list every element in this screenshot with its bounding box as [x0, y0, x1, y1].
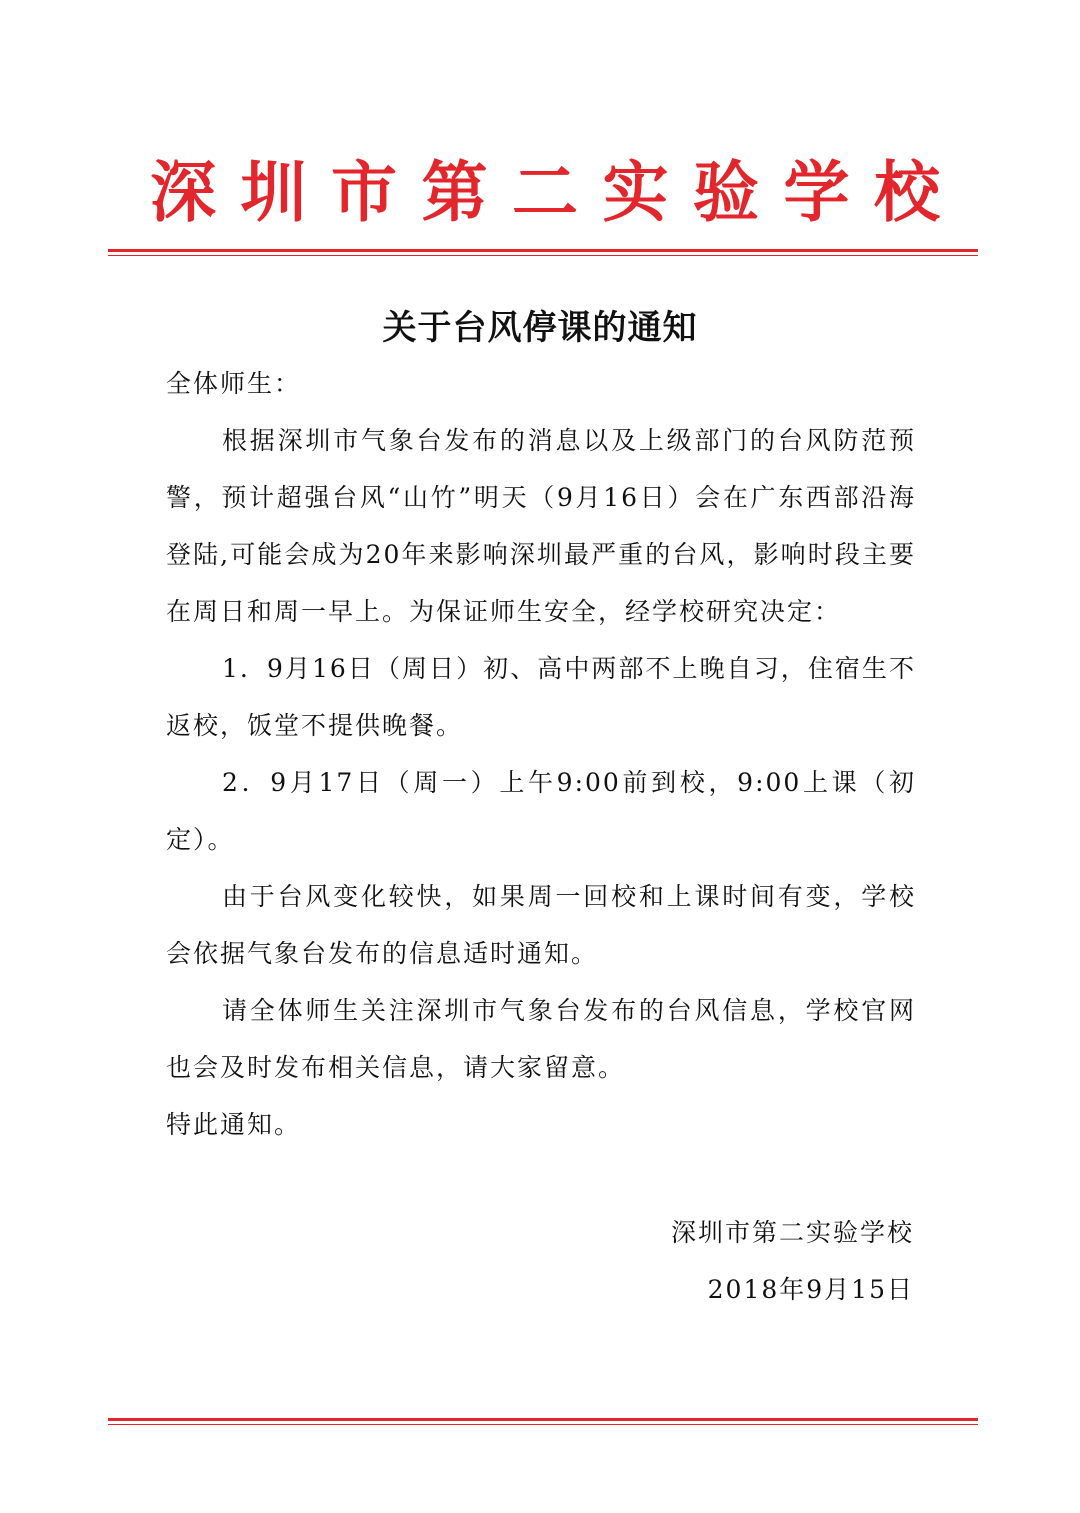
letterhead-divider-top [108, 249, 978, 252]
date: 2018年9月15日 [707, 1275, 914, 1304]
paragraph: 2．9月17日（周一）上午9:00前到校，9:00上课（初定）。 [166, 768, 916, 854]
letterhead-char: 市 [331, 153, 397, 231]
paragraph: 1．9月16日（周日）初、高中两部不上晚自习，住宿生不返校，饭堂不提供晚餐。 [166, 654, 916, 740]
signature: 深圳市第二实验学校 [670, 1218, 914, 1247]
letterhead-char: 实 [602, 153, 669, 231]
footer-divider [108, 1418, 978, 1421]
closing: 特此通知。 [166, 1110, 302, 1139]
paragraph: 由于台风变化较快，如果周一回校和上课时间有变，学校会依据气象台发布的信息适时通知。 [166, 882, 916, 968]
letterhead-char: 验 [693, 153, 759, 231]
letterhead [150, 148, 940, 236]
letterhead-char: 深 [150, 153, 216, 231]
letterhead-char: 学 [783, 153, 850, 231]
letterhead-char: 圳 [240, 153, 307, 231]
notice-body [166, 355, 916, 1153]
notice-title: 关于台风停课的通知 [382, 308, 698, 348]
letterhead-char: 第 [421, 153, 488, 231]
paragraph: 请全体师生关注深圳市气象台发布的台风信息，学校官网也会及时发布相关信息，请大家留意。 [166, 996, 916, 1082]
paragraph: 根据深圳市气象台发布的消息以及上级部门的台风防范预警，预计超强台风“山竹”明天（9月16日）会在广东西部沿海登陆,可能会成为20年来影响深圳最严重的台风，影响时段主要在周日和周一早上。为保证师生安全，经学校研究决定： [166, 426, 916, 626]
letterhead-char: 二 [512, 153, 578, 231]
salutation: 全体师生： [166, 369, 302, 398]
letterhead-char: 校 [874, 153, 940, 231]
